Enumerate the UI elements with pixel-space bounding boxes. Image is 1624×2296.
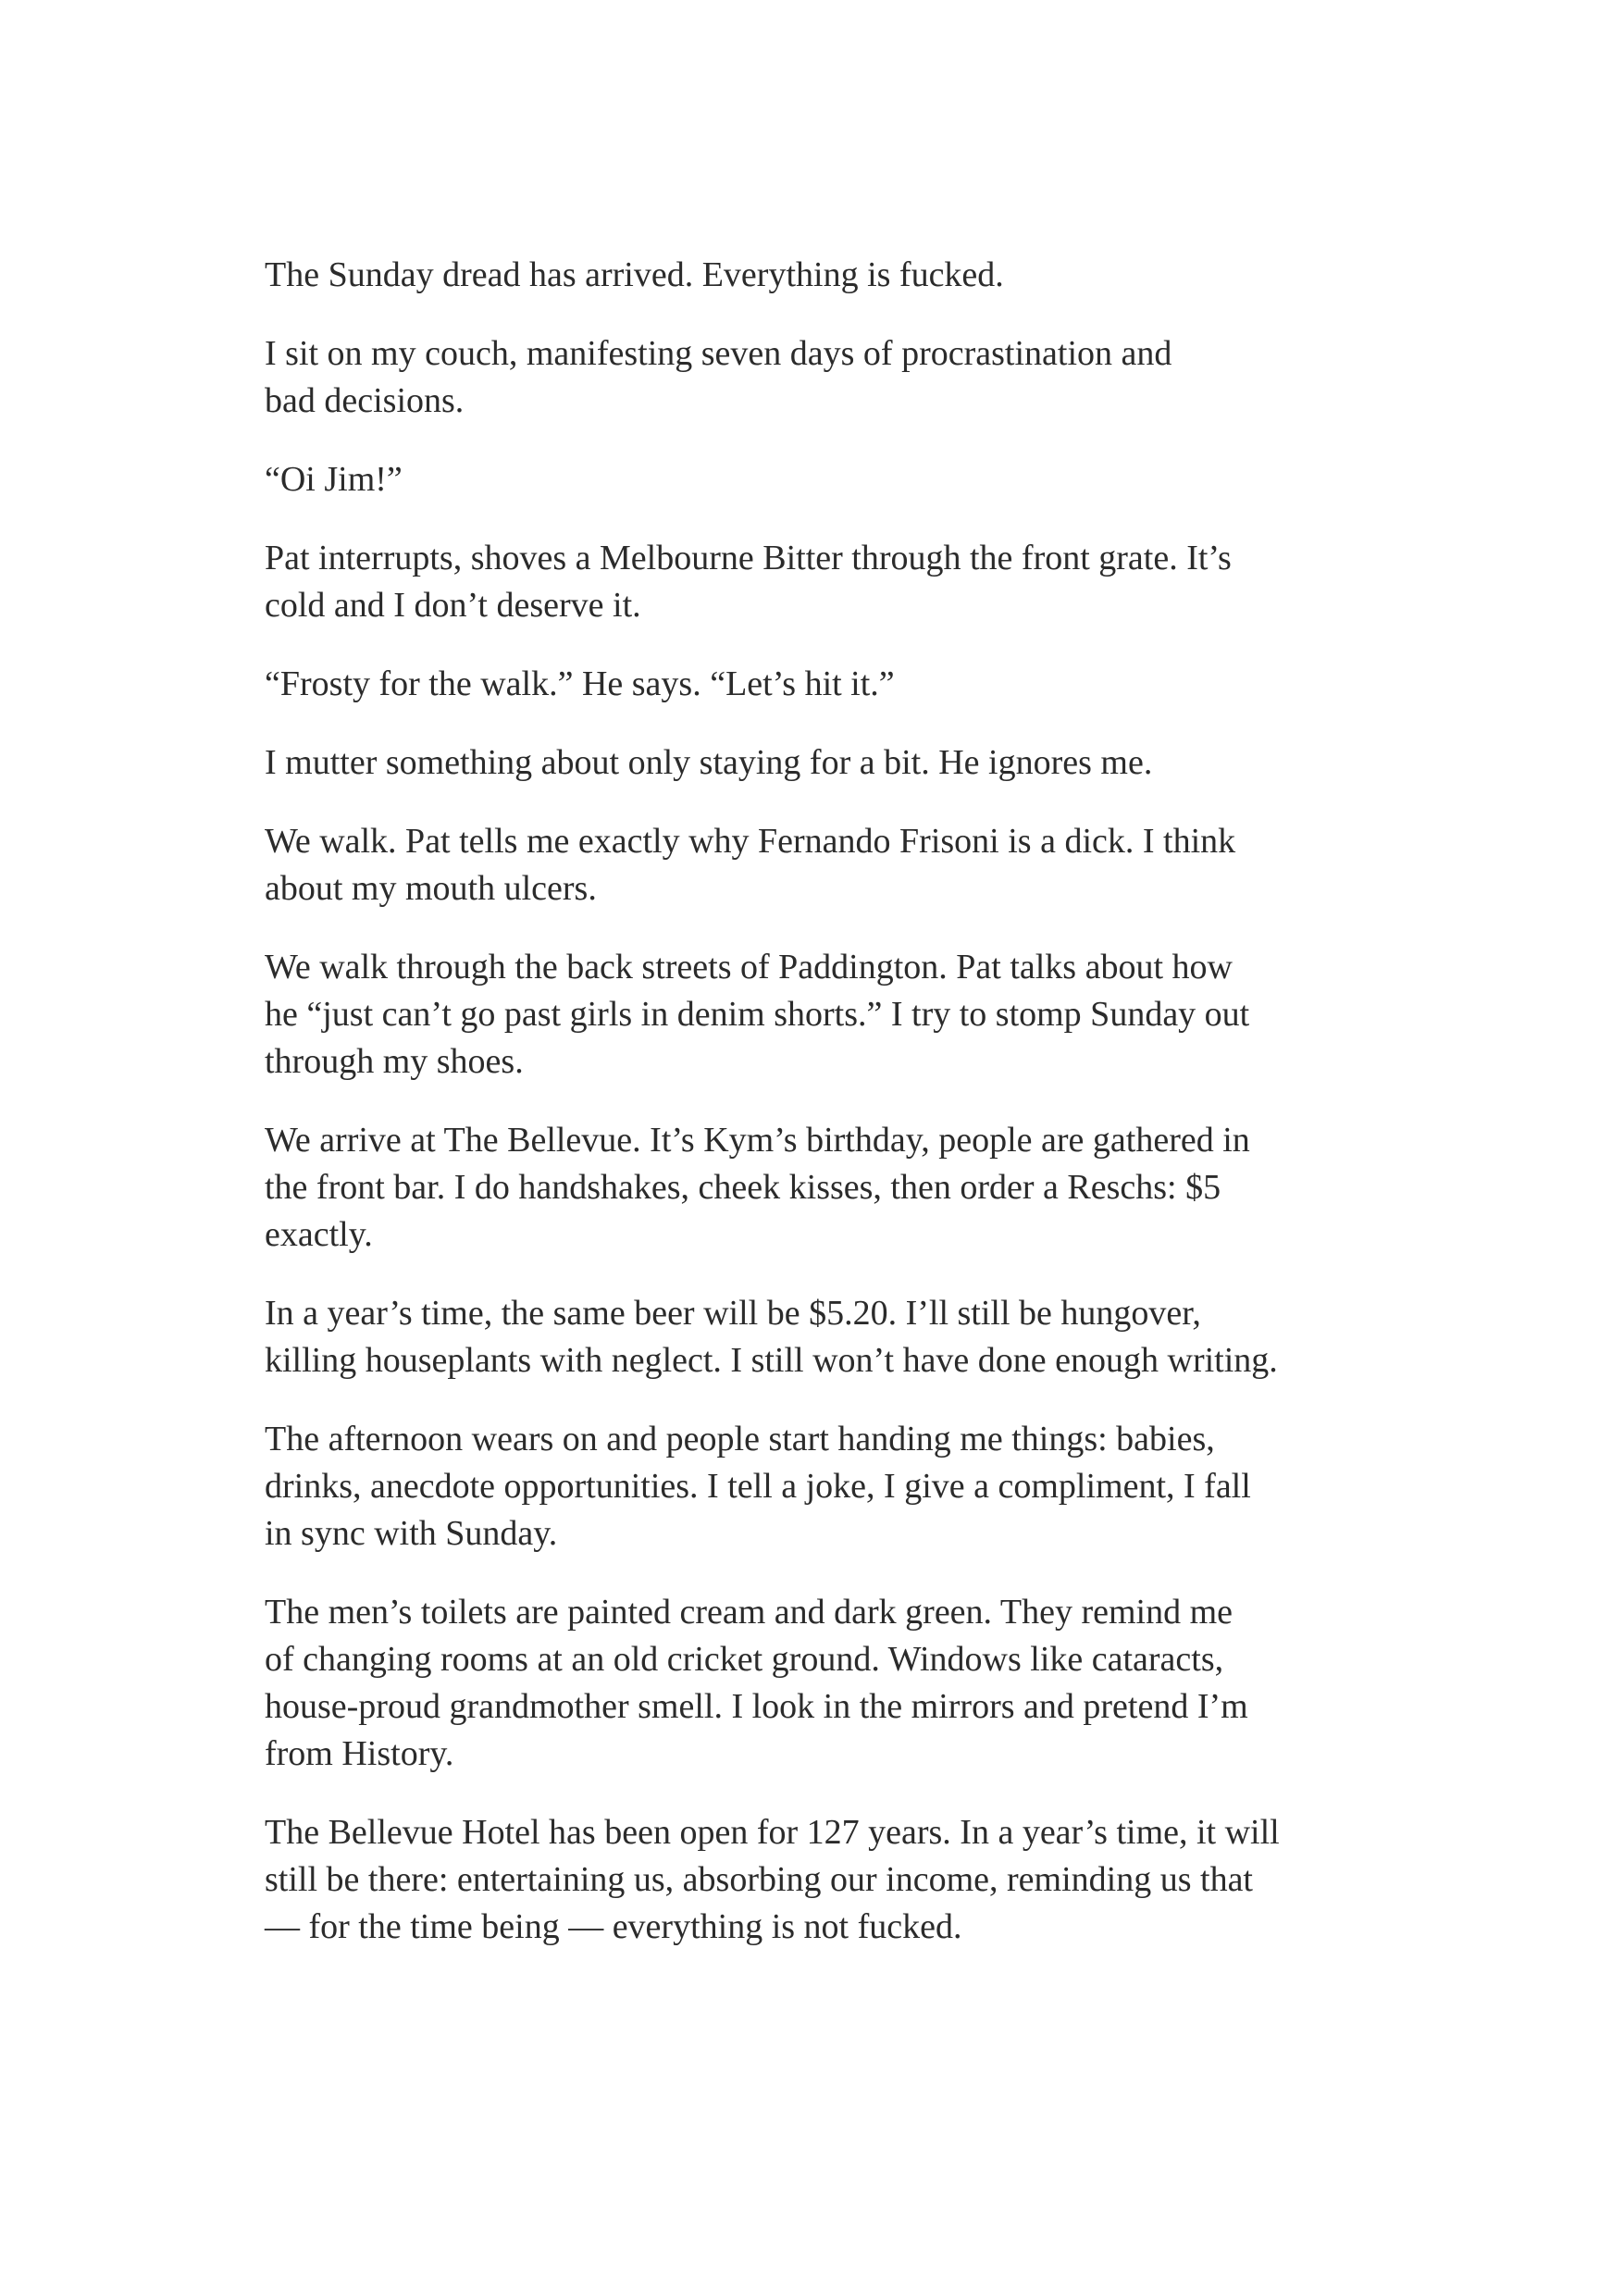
text-line: The Bellevue Hotel has been open for 127 years. In a year’s time, it will — [265, 1813, 1280, 1852]
paragraph-10 — [265, 1290, 1375, 1384]
text-line: house-proud grandmother smell. I look in the mirrors and pretend I’m — [265, 1687, 1248, 1726]
text-line: — for the time being — everything is not fucked. — [265, 1907, 962, 1946]
text-line: drinks, anecdote opportunities. I tell a joke, I give a compliment, I fall — [265, 1467, 1251, 1506]
paragraph-11 — [265, 1416, 1375, 1558]
text-line: “Frosty for the walk.” He says. “Let’s hit it.” — [265, 664, 895, 703]
text-line: bad decisions. — [265, 381, 465, 420]
text-line: We walk. Pat tells me exactly why Fernando Frisoni is a dick. I think — [265, 822, 1236, 861]
text-line: The afternoon wears on and people start handing me things: babies, — [265, 1420, 1215, 1458]
text-line: I sit on my couch, manifesting seven days of procrastination and — [265, 334, 1172, 373]
paragraph-1 — [265, 252, 1375, 299]
text-line: I mutter something about only staying for a bit. He ignores me. — [265, 743, 1153, 782]
text-line: still be there: entertaining us, absorbing our income, reminding us that — [265, 1860, 1253, 1899]
paragraph-4 — [265, 535, 1375, 629]
text-line: of changing rooms at an old cricket ground. Windows like cataracts, — [265, 1640, 1224, 1679]
paragraph-6 — [265, 739, 1375, 787]
body-text — [265, 252, 1375, 1982]
paragraph-12 — [265, 1589, 1375, 1778]
text-line: We arrive at The Bellevue. It’s Kym’s birthday, people are gathered in — [265, 1121, 1250, 1160]
paragraph-7 — [265, 818, 1375, 912]
text-line: the front bar. I do handshakes, cheek kisses, then order a Reschs: $5 — [265, 1168, 1221, 1207]
text-line: The Sunday dread has arrived. Everything is fucked. — [265, 255, 1004, 294]
text-line: he “just can’t go past girls in denim shorts.” I try to stomp Sunday out — [265, 995, 1250, 1034]
text-line: Pat interrupts, shoves a Melbourne Bitter through the front grate. It’s — [265, 539, 1232, 577]
paragraph-3 — [265, 456, 1375, 503]
text-line: exactly. — [265, 1215, 373, 1254]
text-line: The men’s toilets are painted cream and dark green. They remind me — [265, 1593, 1233, 1632]
paragraph-9 — [265, 1117, 1375, 1259]
text-line: “Oi Jim!” — [265, 460, 403, 499]
text-line: in sync with Sunday. — [265, 1514, 558, 1553]
paragraph-5 — [265, 661, 1375, 708]
text-line: In a year’s time, the same beer will be $5.20. I’ll still be hungover, — [265, 1294, 1201, 1333]
paragraph-8 — [265, 944, 1375, 1086]
text-line: through my shoes. — [265, 1042, 524, 1081]
text-line: We walk through the back streets of Paddington. Pat talks about how — [265, 948, 1233, 987]
paragraph-13 — [265, 1809, 1375, 1951]
text-line: cold and I don’t deserve it. — [265, 586, 641, 625]
text-line: from History. — [265, 1734, 454, 1773]
paragraph-2 — [265, 330, 1375, 425]
text-line: about my mouth ulcers. — [265, 869, 597, 908]
text-line: killing houseplants with neglect. I still won’t have done enough writing. — [265, 1341, 1278, 1380]
